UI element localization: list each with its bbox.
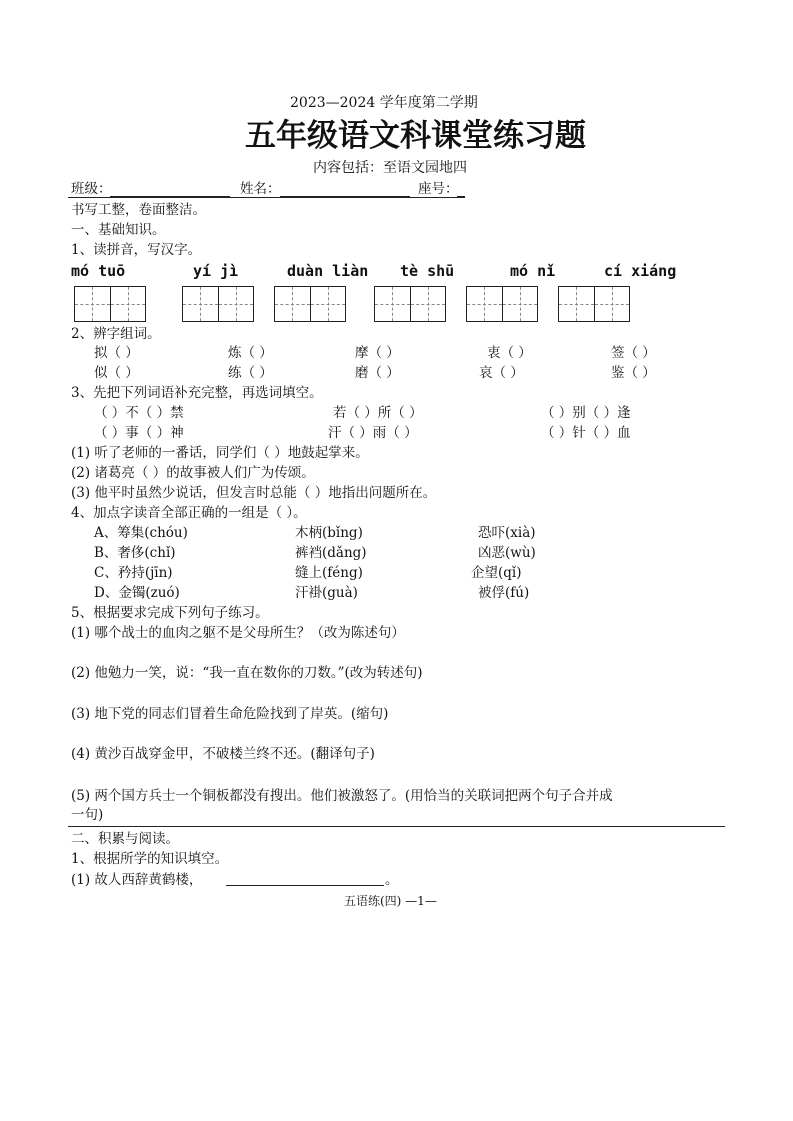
writing-box-2[interactable] <box>182 286 254 322</box>
idiom-item: （ ）别（ ）逢 <box>541 405 631 421</box>
q4-option: 被俘(fú) <box>478 585 530 601</box>
q2-item: 拟（ ） <box>94 345 139 361</box>
writing-box-6[interactable] <box>558 286 630 322</box>
q1-title: 1、读拼音，写汉字。 <box>71 242 202 258</box>
q2-item: 鉴（ ） <box>611 365 656 381</box>
seat-label: 座号： <box>418 181 459 197</box>
q5-item: (1) 哪个战士的血肉之躯不是父母所生？（改为陈述句） <box>71 625 405 641</box>
q4-option: C、矜持(jīn) <box>94 565 173 581</box>
q4-option: 木柄(bǐng) <box>295 525 363 541</box>
q2-item: 练（ ） <box>228 365 273 381</box>
q3-title: 3、先把下列词语补充完整，再选词填空。 <box>71 385 323 401</box>
q5-item: (5) 两个国方兵士一个铜板都没有搜出。他们被激怒了。(用恰当的关联词把两个句子合并成 <box>71 788 613 804</box>
idiom-item: （ ）针（ ）血 <box>541 425 631 441</box>
q2-item: 磨（ ） <box>355 365 400 381</box>
q4-option: B、奢侈(chǐ) <box>94 545 176 561</box>
q3-sentence-1: (1) 听了老师的一番话，同学们（ ）地鼓起掌来。 <box>71 445 369 461</box>
q5-item: (3) 地下党的同志们冒着生命危险找到了岸英。(缩句) <box>71 706 389 722</box>
idiom-item: 若（ ）所（ ） <box>333 405 423 421</box>
q4-option: D、金镯(zuó) <box>94 585 180 601</box>
section2-q1-title: 1、根据所学的知识填空。 <box>71 851 229 867</box>
pinyin-1: mó tuō <box>71 262 126 280</box>
q4-option: 恐吓(xià) <box>478 525 536 541</box>
q2-title: 2、辨字组词。 <box>71 326 161 342</box>
q2-item: 哀（ ） <box>479 365 524 381</box>
name-label: 姓名： <box>240 181 281 197</box>
q2-item: 似（ ） <box>94 365 139 381</box>
section1-title: 一、基础知识。 <box>71 222 166 238</box>
page-title: 五年级语文科课堂练习题 <box>245 118 586 154</box>
poem-answer-blank[interactable] <box>226 885 384 886</box>
q3-sentence-3: (3) 他平时虽然少说话，但发言时总能（ ）地指出问题所在。 <box>71 485 437 501</box>
q4-option: 汗褂(guà) <box>295 585 358 601</box>
term-line: 2023—2024 学年度第二学期 <box>290 95 478 111</box>
q2-item: 签（ ） <box>611 345 656 361</box>
pinyin-2: yí jì <box>193 262 239 280</box>
q4-option: 企望(qǐ) <box>471 565 522 581</box>
q2-item: 摩（ ） <box>355 345 400 361</box>
writing-box-1[interactable] <box>74 286 146 322</box>
header-divider <box>68 197 465 198</box>
content-scope: 内容包括：至语文园地四 <box>313 160 467 176</box>
q4-option: 凶恶(wù) <box>478 545 536 561</box>
q4-option: A、筹集(chóu) <box>94 525 188 541</box>
pinyin-6: cí xiáng <box>604 262 677 280</box>
q5-title: 5、根据要求完成下列句子练习。 <box>71 605 269 621</box>
q5-item: (2) 他勉力一笑，说：“我一直在数你的刀数。”(改为转述句) <box>71 665 423 681</box>
pinyin-4: tè shū <box>400 262 455 280</box>
section-divider <box>68 826 725 827</box>
q3-sentence-2: (2) 诸葛亮（ ）的故事被人们广为传颂。 <box>71 465 315 481</box>
idiom-item: （ ）事（ ）神 <box>94 425 184 441</box>
section2-title: 二、积累与阅读。 <box>71 831 179 847</box>
idiom-item: （ ）不（ ）禁 <box>94 405 184 421</box>
q2-item: 炼（ ） <box>228 345 273 361</box>
q4-option: 缝上(féng) <box>295 565 363 581</box>
q5-item: 一句) <box>71 807 104 823</box>
idiom-item: 汗（ ）雨（ ） <box>328 425 418 441</box>
q4-title: 4、加点字读音全部正确的一组是（ ）。 <box>71 505 307 521</box>
class-label: 班级： <box>71 181 112 197</box>
q2-item: 衷（ ） <box>487 345 532 361</box>
writing-box-3[interactable] <box>274 286 346 322</box>
pinyin-3: duàn liàn <box>287 262 369 280</box>
notice: 书写工整，卷面整洁。 <box>71 202 206 218</box>
poem-fill-end: 。 <box>385 872 399 888</box>
writing-box-4[interactable] <box>374 286 446 322</box>
pinyin-5: mó nǐ <box>510 262 556 280</box>
q4-option: 裤裆(dǎng) <box>295 545 367 561</box>
page-footer: 五语练(四) —1— <box>344 894 437 908</box>
poem-fill-item: (1) 故人西辞黄鹤楼， <box>71 872 203 888</box>
q5-item: (4) 黄沙百战穿金甲，不破楼兰终不还。(翻译句子) <box>71 746 375 762</box>
writing-box-5[interactable] <box>466 286 538 322</box>
